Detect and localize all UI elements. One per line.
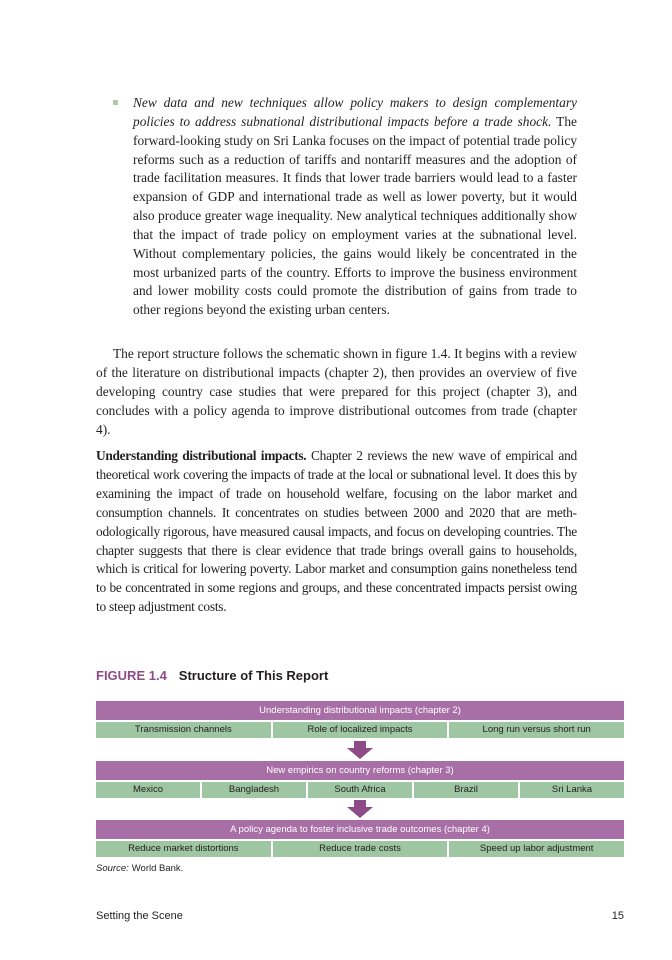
chapter-4-item: Speed up labor adjustment	[449, 841, 624, 857]
down-arrow-icon	[347, 800, 373, 818]
bullet-lead: New data and new techniques allow policy makers to design complementary policies to address subnational distributional impacts before a trade shock.	[133, 95, 577, 129]
chapter-2-item: Transmission channels	[96, 722, 271, 738]
country-item: South Africa	[308, 782, 412, 798]
source-text: World Bank.	[131, 863, 184, 874]
bullet-body: The forward-looking study on Sri Lanka focuses on the impact of potential trade policy reforms such as a reduction of tariffs and nontariff measures and the adoption of trade facilitation measures. It finds that lower trade barriers would lead to a faster expansion of GDP and international trade as well as lower poverty, but it would also produce greater wage inequality. New analytical techniques additionally show that the impact of trade policy on employment varies at the subnational level. Without complementary policies, the gains would likely be concentrated in the most urbanized parts of the country. Efforts to improve the business environment and lower mobility costs could promote the distribution of gains from trade to other regions beyond the existing urban centers.	[133, 113, 578, 318]
down-arrow-icon	[347, 741, 373, 759]
bullet-item	[113, 94, 577, 320]
chapter-3-header: New empirics on country reforms (chapter 3)	[96, 761, 624, 780]
bullet-marker	[113, 100, 118, 105]
chapter-2-item: Long run versus short run	[449, 722, 624, 738]
bullet-text	[133, 94, 577, 320]
chapter-2-header: Understanding distributional impacts (chapter 2)	[96, 701, 624, 720]
figure-title	[96, 668, 328, 683]
chapter-4-header: A policy agenda to foster inclusive trade outcomes (chapter 4)	[96, 820, 624, 839]
country-item: Mexico	[96, 782, 200, 798]
paragraph-report-structure: The report structure follows the schematic shown in figure 1.4. It begins with a review of the literature on distributional impacts (chapter 2), then provides an overview of five developing country case studies that were prepared for this project (chapter 3), and concludes with a policy agenda to improve distributional outcomes from trade (chapter 4).	[96, 346, 577, 437]
chapter-4-item: Reduce market distortions	[96, 841, 271, 857]
country-item: Sri Lanka	[520, 782, 624, 798]
chapter-4-item: Reduce trade costs	[273, 841, 448, 857]
paragraph-understanding-impacts	[96, 447, 577, 617]
report-structure-diagram	[96, 701, 624, 858]
figure-caption: Structure of This Report	[178, 668, 329, 683]
chapter-3-row	[96, 782, 624, 798]
chapter-4-row	[96, 841, 624, 857]
running-footer-section: Setting the Scene	[96, 910, 183, 922]
paragraph-body: Chapter 2 reviews the new wave of empirical and theoretical work covering the impacts of trade at the local or subnational level. It does this by examining the impact of trade on household welfare, focusing on the labor market and consumption channels. It concentrates on studies between 2000 and 2020 that are methodologically rigorous, have measured causal impacts, and focus on developing countries. The chapter suggests that there is clear evidence that trade brings overall gains to households, which is critical for lowering poverty. Labor market and consumption gains nonetheless tend to be concentrated in some regions and groups, and these concentrated impacts persist owing to steep adjustment costs.	[96, 448, 577, 615]
figure-source	[96, 863, 183, 874]
chapter-2-item: Role of localized impacts	[273, 722, 448, 738]
country-item: Brazil	[414, 782, 518, 798]
figure-number: FIGURE 1.4	[96, 668, 167, 683]
source-label: Source:	[96, 863, 129, 874]
country-item: Bangladesh	[202, 782, 306, 798]
page-number: 15	[611, 910, 624, 922]
chapter-2-row	[96, 722, 624, 738]
paragraph-lead: Understanding distributional impacts.	[96, 448, 307, 463]
